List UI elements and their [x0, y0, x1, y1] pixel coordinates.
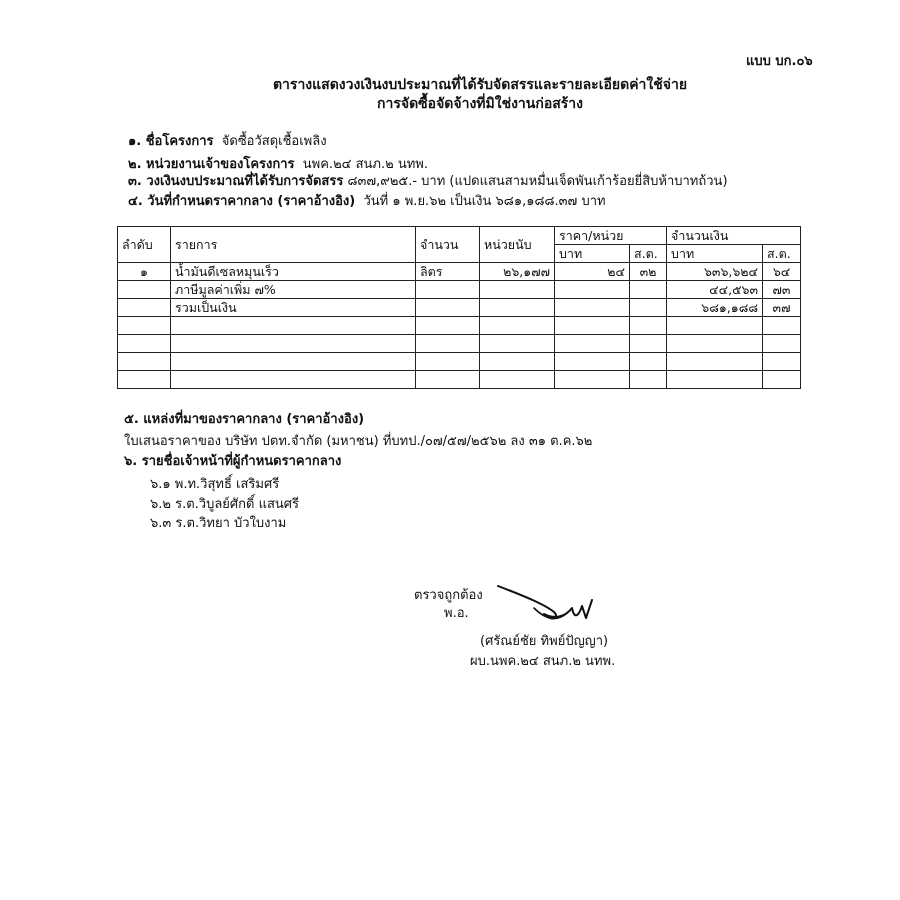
cell-price-baht [555, 335, 630, 353]
cell-amount-baht [667, 371, 763, 389]
committee-member: ๖.๒ ร.ต.วิบูลย์ศักดิ์ แสนศรี [150, 497, 300, 512]
header-unit-price: ราคา/หน่วย [555, 227, 667, 245]
cell-order [118, 281, 171, 299]
cell-quantity [416, 317, 480, 335]
cell-item [171, 317, 416, 335]
table-row [118, 371, 801, 389]
cell-price-baht [555, 317, 630, 335]
table-row [118, 353, 801, 371]
cell-price-satang [630, 353, 667, 371]
cell-amount-satang: ๖๔ [763, 263, 801, 281]
cell-amount-baht: ๖๓๖,๖๒๔ [667, 263, 763, 281]
cell-price-satang [630, 335, 667, 353]
info-label: ๒. หน่วยงานเจ้าของโครงการ [128, 157, 295, 172]
cell-unit [480, 371, 555, 389]
committee-member: ๖.๑ พ.ท.วิสุทธิ์ เสริมศรี [150, 477, 280, 492]
cell-item: น้ำมันดีเซลหมุนเร็ว [171, 263, 416, 281]
document-subtitle: การจัดซื้อจัดจ้างที่มิใช่งานก่อสร้าง [377, 96, 583, 112]
cell-quantity [416, 299, 480, 317]
header-price-satang: ส.ต. [630, 245, 667, 263]
verified-label: ตรวจถูกต้อง [414, 588, 483, 603]
info-reference-date [128, 190, 606, 211]
cell-unit [480, 353, 555, 371]
info-value: นพค.๒๔ สนภ.๒ นทพ. [302, 157, 428, 172]
cell-quantity [416, 371, 480, 389]
cell-unit [480, 299, 555, 317]
cell-amount-satang [763, 353, 801, 371]
info-label: ๔. วันที่กำหนดราคากลาง (ราคาอ้างอิง) [128, 194, 356, 209]
cell-unit [480, 317, 555, 335]
cell-price-satang [630, 371, 667, 389]
form-code: แบบ บก.๐๖ [746, 54, 813, 69]
cell-unit [480, 281, 555, 299]
cell-price-baht [555, 299, 630, 317]
header-order: ลำดับ [118, 227, 171, 263]
header-item: รายการ [171, 227, 416, 263]
cell-price-satang [630, 281, 667, 299]
cell-unit: ๒๖,๑๗๗ [480, 263, 555, 281]
cell-order [118, 371, 171, 389]
cell-amount-satang [763, 371, 801, 389]
header-unit: หน่วยนับ [480, 227, 555, 263]
table-row [118, 335, 801, 353]
header-amount-baht: บาท [667, 245, 763, 263]
cell-quantity [416, 353, 480, 371]
signer-rank: พ.อ. [444, 606, 469, 621]
cell-amount-baht: ๖๘๑,๑๘๘ [667, 299, 763, 317]
cell-price-satang [630, 299, 667, 317]
cell-order [118, 353, 171, 371]
info-value: วันที่ ๑ พ.ย.๖๒ เป็นเงิน ๖๘๑,๑๘๘.๓๗ บาท [363, 194, 606, 209]
budget-table [117, 226, 801, 389]
section6-label: ๖. รายชื่อเจ้าหน้าที่ผู้กำหนดราคากลาง [124, 454, 342, 469]
signer-position: ผบ.นพค.๒๔ สนภ.๒ นทพ. [470, 654, 616, 669]
cell-item [171, 353, 416, 371]
section5-label: ๕. แหล่งที่มาของราคากลาง (ราคาอ้างอิง) [124, 412, 365, 427]
cell-amount-baht: ๔๔,๕๖๓ [667, 281, 763, 299]
cell-price-baht [555, 371, 630, 389]
cell-price-baht: ๒๔ [555, 263, 630, 281]
cell-quantity: ลิตร [416, 263, 480, 281]
cell-amount-satang: ๓๗ [763, 299, 801, 317]
committee-member: ๖.๓ ร.ต.วิทยา บัวใบงาม [150, 516, 287, 531]
cell-price-baht [555, 281, 630, 299]
cell-amount-baht [667, 335, 763, 353]
document-title: ตารางแสดงวงเงินงบประมาณที่ได้รับจัดสรรและรายละเอียดค่าใช้จ่าย [272, 77, 688, 93]
cell-amount-satang [763, 335, 801, 353]
info-label: ๓. วงเงินงบประมาณที่ได้รับการจัดสรร [128, 174, 344, 189]
cell-quantity [416, 335, 480, 353]
cell-amount-baht [667, 317, 763, 335]
table-row [118, 299, 801, 317]
info-value: ๘๓๗,๙๒๕.- บาท (แปดแสนสามหมื่นเจ็ดพันเก้าร้อยยี่สิบห้าบาทถ้วน) [347, 174, 728, 189]
info-value: จัดซื้อวัสดุเชื้อเพลิง [221, 134, 327, 149]
cell-price-baht [555, 353, 630, 371]
cell-price-satang [630, 317, 667, 335]
cell-amount-satang [763, 317, 801, 335]
cell-item [171, 335, 416, 353]
signer-name: (ศรัณย์ชัย ทิพย์ปัญญา) [480, 634, 609, 649]
table-row [118, 317, 801, 335]
cell-item [171, 371, 416, 389]
header-amount: จำนวนเงิน [667, 227, 801, 245]
cell-quantity [416, 281, 480, 299]
info-project-name [128, 130, 327, 151]
cell-order [118, 299, 171, 317]
info-budget [128, 170, 728, 191]
cell-order [118, 335, 171, 353]
table-row [118, 263, 801, 281]
info-label: ๑. ชื่อโครงการ [128, 134, 214, 149]
cell-amount-baht [667, 353, 763, 371]
cell-item: ภาษีมูลค่าเพิ่ม ๗% [171, 281, 416, 299]
cell-price-satang: ๓๒ [630, 263, 667, 281]
cell-unit [480, 335, 555, 353]
table-row [118, 281, 801, 299]
cell-order: ๑ [118, 263, 171, 281]
cell-order [118, 317, 171, 335]
cell-item: รวมเป็นเงิน [171, 299, 416, 317]
section5-detail: ใบเสนอราคาของ บริษัท ปตท.จำกัด (มหาชน) ที่บทป./๐๗/๕๗/๒๕๖๒ ลง ๓๑ ต.ค.๖๒ [124, 434, 593, 449]
header-price-baht: บาท [555, 245, 630, 263]
handwritten-signature [494, 578, 604, 628]
header-amount-satang: ส.ต. [763, 245, 801, 263]
cell-amount-satang: ๗๓ [763, 281, 801, 299]
table-header-row [118, 227, 801, 245]
header-quantity: จำนวน [416, 227, 480, 263]
